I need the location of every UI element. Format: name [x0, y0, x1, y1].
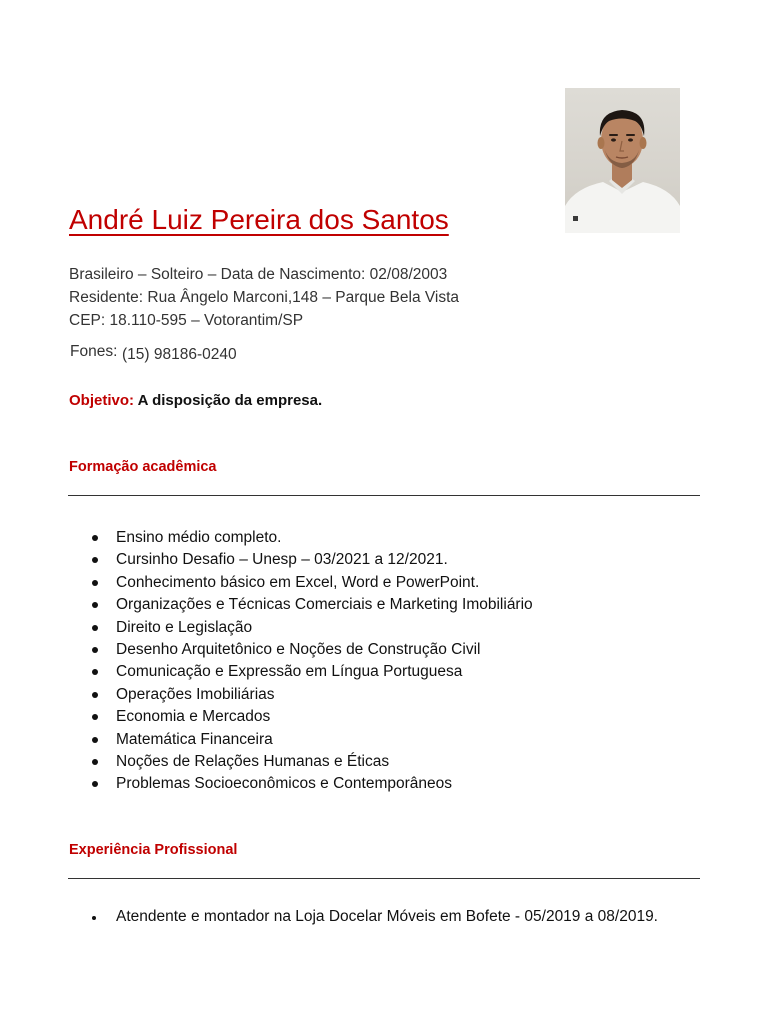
postal-code-line: CEP: 18.110-595 – Votorantim/SP [69, 312, 304, 329]
list-item-text: Cursinho Desafio – Unesp – 03/2021 a 12/2021. [116, 551, 448, 569]
list-item [90, 639, 533, 661]
section-divider [68, 878, 700, 879]
phone-number: (15) 98186-0240 [122, 346, 237, 363]
list-item [90, 661, 533, 683]
bullet-icon [92, 647, 98, 653]
bullet-icon [92, 580, 98, 586]
list-item-text: Ensino médio completo. [116, 529, 282, 546]
list-item-text: Economia e Mercados [116, 708, 271, 726]
list-item [90, 549, 533, 571]
profile-photo [565, 88, 680, 233]
experience-section-title: Experiência Profissional [69, 842, 238, 858]
objective-text: A disposição da empresa. [137, 392, 323, 409]
list-item-text: Problemas Socioeconômicos e Contemporâneos [116, 775, 453, 793]
list-item-text: Noções de Relações Humanas e Éticas [116, 753, 390, 771]
list-item [90, 729, 533, 751]
list-item [90, 773, 533, 795]
bullet-icon [92, 714, 98, 720]
candidate-name: André Luiz Pereira dos Santos [69, 204, 449, 235]
list-item-text: Direito e Legislação [116, 618, 253, 636]
bullet-icon [92, 737, 98, 743]
bullet-icon [92, 759, 98, 765]
list-item-text: Operações Imobiliárias [116, 685, 275, 703]
objective-line [69, 392, 322, 409]
bullet-icon [92, 557, 98, 563]
list-item [90, 684, 533, 706]
list-item [90, 572, 533, 594]
list-item [90, 594, 533, 616]
education-section-title: Formação acadêmica [69, 459, 217, 475]
list-item-text: Organizações e Técnicas Comerciais e Marketing Imobiliário [116, 596, 533, 614]
phone-label: Fones: [70, 343, 118, 360]
list-item-text: Comunicação e Expressão em Língua Portuguesa [116, 663, 463, 681]
bullet-icon [92, 625, 98, 631]
experience-item [90, 908, 658, 926]
experience-item-text: Atendente e montador na Loja Docelar Móveis em Bofete - 05/2019 a 08/2019. [116, 908, 658, 925]
bullet-icon [92, 692, 98, 698]
list-item [90, 527, 533, 549]
list-item [90, 751, 533, 773]
bullet-icon [92, 916, 96, 920]
profile-photo-illustration [565, 88, 680, 233]
education-list [90, 527, 533, 796]
address-line: Residente: Rua Ângelo Marconi,148 – Parque Bela Vista [69, 289, 460, 306]
bullet-icon [92, 669, 98, 675]
list-item [90, 617, 533, 639]
objective-label: Objetivo: [69, 392, 135, 409]
list-item-text: Matemática Financeira [116, 730, 273, 748]
list-item-text: Conhecimento básico em Excel, Word e PowerPoint. [116, 573, 480, 591]
section-divider [68, 495, 700, 496]
bullet-icon [92, 602, 98, 608]
list-item [90, 706, 533, 728]
personal-info-line: Brasileiro – Solteiro – Data de Nascimento: 02/08/2003 [69, 266, 448, 283]
bullet-icon [92, 535, 98, 541]
bullet-icon [92, 781, 98, 787]
list-item-text: Desenho Arquitetônico e Noções de Construção Civil [116, 641, 481, 659]
